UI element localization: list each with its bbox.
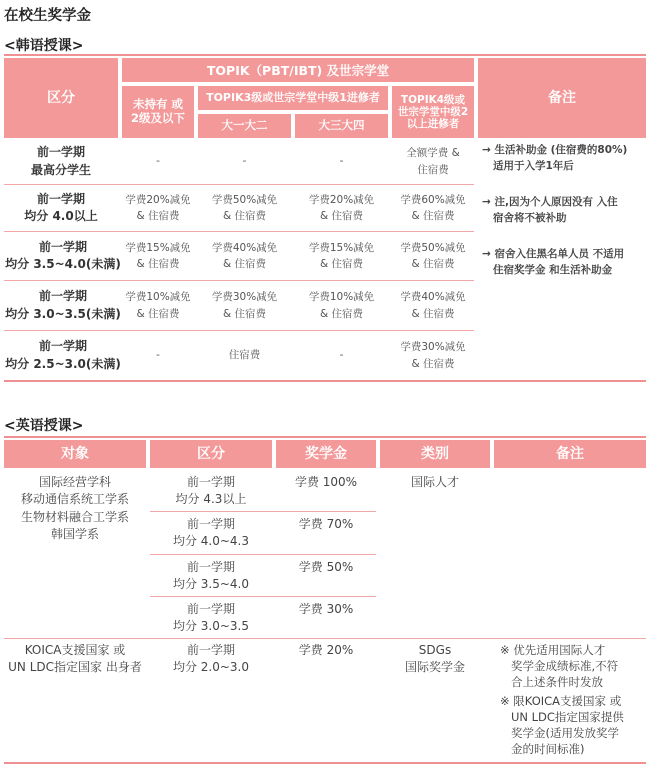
category-cell: 前一学期 均分 4.0~4.3 [172, 516, 250, 548]
row-divider [150, 554, 376, 555]
type-sdgs: SDGs 国际奖学金 [404, 643, 465, 675]
english-table-top-border [4, 436, 646, 438]
table-cell: 学费10%减免 & 住宿费 [125, 291, 191, 320]
table-cell: 全额学费 & 住宿费 [406, 147, 460, 176]
table-cell: 学费40%减免 & 住宿费 [400, 291, 466, 320]
scholarship-cell: 学费 100% [294, 475, 358, 489]
type-international-talent: 国际人才 [410, 475, 459, 489]
header-grade3: TOPIK3级或世宗学堂中级1进修者 [198, 86, 388, 110]
header-year34: 大三大四 [295, 114, 388, 138]
scholarship-cell: 学费 50% [298, 560, 354, 574]
row-divider [4, 280, 474, 281]
table-cell: 学费15%减免 & 住宿费 [125, 241, 191, 270]
remark-note: ※ 限KOICA支援国家 或 UN LDC指定国家提供 奖学金(适用发放奖学 金的时间标准) [500, 694, 624, 757]
header-remarks: 备注 [478, 58, 646, 138]
korean-table-bottom-border [4, 380, 646, 382]
row-divider [150, 511, 376, 512]
header-topik-group: TOPIK（PBT/IBT) 及世宗学堂 [122, 58, 474, 82]
row-label: 前一学期 均分 4.0以上 [24, 191, 98, 223]
table-cell: 学费30%减免 & 住宿费 [211, 291, 278, 320]
group-divider [4, 638, 646, 639]
table-cell: - [156, 155, 160, 168]
remark-note: ※ 优先适用国际人才 奖学金成绩标准,不符 合上述条件时发放 [500, 643, 619, 690]
table-cell: - [339, 349, 344, 362]
target-group-koica: KOICA支援国家 或 UN LDC指定国家 出身者 [8, 643, 142, 675]
table-cell: 学费50%减免 & 住宿费 [211, 193, 278, 222]
category-cell: 前一学期 均分 3.0~3.5 [172, 601, 250, 633]
table-cell: 学费60%减免 & 住宿费 [400, 193, 466, 222]
scholarship-cell: 学费 30% [298, 602, 354, 616]
english-table-bottom-border [4, 762, 646, 764]
header-type: 类别 [380, 440, 490, 468]
table-cell: 学费30%减免 & 住宿费 [400, 341, 466, 370]
row-divider [4, 330, 474, 331]
header-year12: 大一大二 [198, 114, 291, 138]
table-cell: - [156, 349, 160, 362]
table-cell: 学费20%减免 & 住宿费 [308, 193, 375, 222]
header-scholarship: 奖学金 [276, 440, 376, 468]
header-category: 区分 [4, 58, 118, 138]
header-grade4: TOPIK4级或 世宗学堂中级2 以上进修者 [392, 86, 474, 138]
korean-table-top-border [4, 54, 646, 56]
row-label: 前一学期 最高分学生 [30, 145, 91, 177]
english-section-heading: <英语授课> [4, 418, 84, 434]
row-divider [4, 231, 474, 232]
category-cell: 前一学期 均分 3.5~4.0 [172, 559, 250, 591]
table-cell: - [339, 155, 344, 168]
remark-note: → 注,因为个人原因没有 入住 宿舍将不被补助 [482, 196, 618, 225]
row-label: 前一学期 均分 2.5~3.0(未满) [5, 339, 121, 371]
header-remarks: 备注 [494, 440, 646, 468]
header-target: 对象 [4, 440, 146, 468]
korean-section-heading: <韩语授课> [4, 38, 84, 54]
page-title: 在校生奖学金 [4, 8, 91, 24]
table-cell: 学费50%减免 & 住宿费 [400, 241, 466, 270]
header-category: 区分 [150, 440, 272, 468]
table-cell: 学费15%减免 & 住宿费 [308, 241, 375, 270]
table-cell: 学费40%减免 & 住宿费 [211, 241, 278, 270]
row-divider [4, 184, 474, 185]
row-divider [150, 596, 376, 597]
row-label: 前一学期 均分 3.5~4.0(未满) [5, 239, 121, 271]
scholarship-cell: 学费 20% [298, 643, 354, 657]
table-cell: 学费10%减免 & 住宿费 [308, 291, 375, 320]
header-no-grade: 未持有 或 2级及以下 [122, 86, 194, 138]
table-cell: 学费20%减免 & 住宿费 [125, 193, 191, 222]
category-cell: 前一学期 均分 4.3以上 [175, 474, 247, 506]
row-label: 前一学期 均分 3.0~3.5(未满) [5, 289, 121, 321]
remark-note: → 宿舍入住黑名单人员 不适用 住宿奖学金 和生活补助金 [482, 248, 625, 277]
table-cell: 住宿费 [228, 349, 261, 362]
category-cell: 前一学期 均分 2.0~3.0 [172, 643, 250, 675]
table-cell: - [242, 155, 247, 168]
remark-note: → 生活补助金 (住宿费的80%) 适用于入学1年后 [482, 144, 628, 173]
scholarship-cell: 学费 70% [298, 517, 354, 531]
target-group-international: 国际经营学科 移动通信系统工学系 生物材料融合工学系 韩国学系 [20, 475, 129, 542]
